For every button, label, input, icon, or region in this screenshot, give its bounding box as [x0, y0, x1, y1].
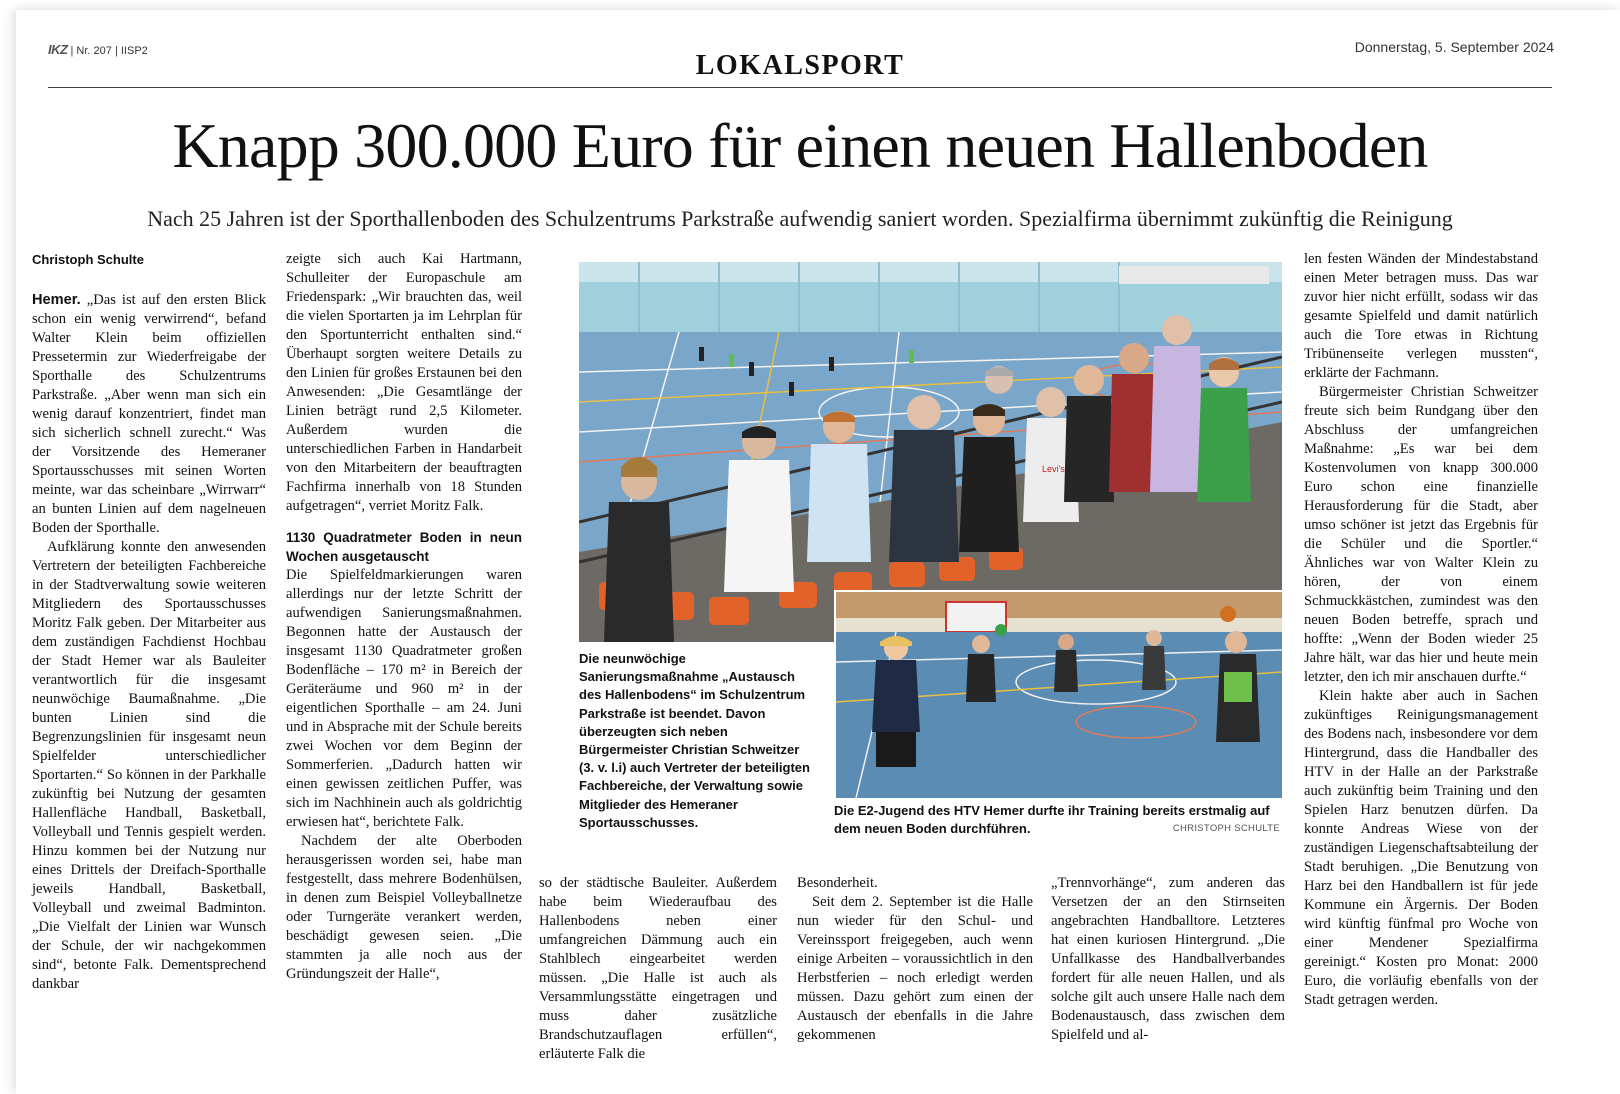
article-column-6 [1304, 250, 1538, 1010]
article-paragraph: Besonderheit. [797, 875, 878, 891]
article-paragraph [32, 291, 266, 538]
article-intertitle: 1130 Quadratmeter Boden in neun Wochen ausgetauscht [286, 530, 522, 564]
photo-caption-group: Die neunwöchige Sanierungsmaßnahme „Austausch des Hallenbodens“ im Schulzentrum Parkstraße ist beendet. Davon überzeugten sich neben Bürgermeister Christian Schweitzer (3. v. l.i) auch Vertreter der beteiligten Fachbereiche, der Verwaltung sowie Mitglieder des Hemeraner Sportausschusses. [579, 651, 810, 830]
photo-youth-training [834, 590, 1284, 800]
article-column-4 [797, 874, 1033, 1045]
photo-group-illustration [579, 262, 1282, 642]
article-paragraph: Klein hakte aber auch in Sachen zukünftiges Reinigungsmanagement des Bodens nach, insbesondere vor dem Hintergrund, dass die Handballer des HTV in der Halle an der Parkstraße auch zukünftig beim Training und den Spielen Harz benutzen dürfen. Da konnte Andreas Wiese von der zuständigen Liegenschaftsabteilung der Stadt beruhigen. „Die Benutzung von Harz bei den Handballern ist für jede Kommune ein Ärgernis. Der Boden wird künftig fünfmal pro Woche von einer Mendener Spezialfirma gereinigt.“ Kosten pro Monat: 2000 Euro, die vorläufig ebenfalls von der Stadt getragen werden. [1304, 688, 1538, 1008]
issue-info: | Nr. 207 | IISP2 [70, 45, 148, 57]
caption-text: Die E2-Jugend des HTV Hemer durfte ihr Training bereits erstmalig auf dem neuen Boden durchführen. [834, 803, 1270, 837]
article-paragraph: Nachdem der alte Oberboden herausgerissen worden sei, habe man festgestellt, dass mehrere Bodenhülsen, in denen zum Beispiel Volleyballnetze oder Turngeräte verankert werden, beschädigt gewesen seien. „Die stammten ja alle noch aus der Gründungszeit der Halle“, [286, 833, 522, 982]
header-rule [48, 87, 1552, 88]
ikz-logo: IKZ [48, 42, 68, 57]
article-column-2 [286, 250, 522, 984]
photo-credit: CHRISTOPH SCHULTE [1172, 823, 1280, 835]
section-title: LOKALSPORT [695, 50, 905, 81]
article-paragraph: zeigte sich auch Kai Hartmann, Schulleiter der Europaschule am Friedenspark: „Wir brauchten das, weil die vielen Sportarten ja im Lehrplan für den Sportunterricht enthalten sind.“ Überhaupt sorgten weitere Details zu den Linien für großes Erstaunen bei den Anwesenden: „Die Gesamtlänge der Linien beträgt rund 2,5 Kilometer. Außerdem wurden die unterschiedlichen Farben in Handarbeit von den Mitarbeitern der beauftragten Fachfirma innerhalb von 18 Stunden aufgetragen“, verriet Moritz Falk. [286, 251, 522, 514]
photo-caption-training [834, 802, 1280, 838]
article-subheadline: Nach 25 Jahren ist der Sporthallenboden des Schulzentrums Parkstraße aufwendig saniert worden. Spezialfirma übernimmt zukünftig die Reinigung [147, 206, 1453, 231]
shirt-logo-text: Levi's [1042, 464, 1065, 474]
issue-date: Donnerstag, 5. September 2024 [1354, 39, 1554, 55]
article-paragraph: „Trennvorhänge“, zum anderen das Versetzen der an den Stirnseiten angebrachten Handballtore. Letzteres hat einen kuriosen Hintergrund. „Die Unfallkasse des Handballverbandes fordert für alle neuen Hallen, und als solche gilt auch unsere Halle nach dem Bodenaustausch, dass zwischen dem Spielfeld und al- [1051, 875, 1285, 1043]
article-author: Christoph Schulte [32, 252, 144, 267]
article-paragraph: len festen Wänden der Mindestabstand einen Meter betragen muss. Das war zuvor hier nicht erfüllt, sodass wir das gesamte Spielfeld und damit natürlich auch die Tore etwas in Richtung Tribünenseite verlegen mussten“, erklärte der Fachmann. [1304, 251, 1538, 381]
photo-group-in-sports-hall [579, 262, 1282, 642]
paragraph-text: „Das ist auf den ersten Blick schon ein wenig verwirrend“, befand Walter Klein beim offiziellen Pressetermin zur Wiederfreigabe der Sporthalle des Schulzentrums Parkstraße. „Aber wenn man sich ein wenig darauf konzentriert, findet man sich sicherlich schnell zurecht.“ Was der Vorsitzende des Hemeraner Sportausschusses mit seinen Worten meinte, war das scheinbare „Wirrwarr“ an bunten Linien auf dem nagelneuen Boden der Sporthalle. [32, 292, 266, 536]
newspaper-page [16, 10, 1620, 1094]
article-headline: Knapp 300.000 Euro für einen neuen Hallenboden [172, 110, 1428, 181]
article-column-3 [539, 874, 777, 1064]
article-paragraph: Die Spielfeldmarkierungen waren allerdings nur der letzte Schritt der aufwendigen Sanierungsmaßnahmen. Begonnen hatte der Austausch der insgesamt 1130 Quadratmeter großen Bodenfläche – 170 m² in Bereich der Geräteräume und 960 m² in der eigentlichen Sporthalle – am 24. Juni und in Absprache mit der Schule bereits zwei Wochen vor dem Beginn der Sommerferien. „Dadurch hatten wir einen gewissen zeitlichen Puffer, was sich im Nachhinein auch als goldrichtig erwiesen hat“, berichtete Falk. [286, 567, 522, 830]
article-column-1 [32, 250, 266, 994]
article-column-5 [1051, 874, 1285, 1045]
article-paragraph: Aufklärung konnte den anwesenden Vertretern der beteiligten Fachbereiche in der Stadtverwaltung sowie weiteren Mitgliedern des Sportausschusses Moritz Falk geben. Der Mitarbeiter aus dem zuständigen Fachdienst Hochbau der Stadt Hemer war als Bauleiter verantwortlich für die insgesamt neunwöchige Baumaßnahme. „Die bunten Linien sind die Begrenzungslinien für insgesamt neun Spielfelder unterschiedlicher Sportarten.“ So können in der Parkhalle zukünftig bei Nutzung der gesamten Hallenfläche Handball, Basketball, Volleyball und Tennis gespielt werden. Hinzu kommen bei der Nutzung nur eines Drittels der Dreifach-Sporthalle jeweils Handball, Basketball, Volleyball und zweimal Badminton. „Die Vielfalt der Linien war Wunsch der Schule, der wir nachgekommen sind“, betonte Falk. Dementsprechend dankbar [32, 539, 266, 992]
article-paragraph: Seit dem 2. September ist die Halle nun wieder für den Schul- und Vereinssport freigegeben, auch wenn einige Arbeiten – voraussichtlich in den Herbstferien – noch erledigt werden müssen. Dazu gehört zum einen der Austausch der ebenfalls in die Jahre gekommenen [797, 894, 1033, 1043]
dateline-place: Hemer. [32, 292, 81, 308]
article-paragraph: Bürgermeister Christian Schweitzer freute sich beim Rundgang über den Abschluss der umfangreichen Maßnahme: „Es war bei dem Kostenvolumen von knapp 300.000 Euro schon eine finanzielle Herausforderung für die Stadt, aber umso schöner ist jetzt das Ergebnis für die Schüler und die Sportler.“ Ähnliches war von Walter Klein zu hören, der von einem Schmuckkästchen, zumindest was den neuen Boden betreffe, sprach und hoffte: „Wenn der Boden wieder 25 Jahre hält, war das hier und heute mein letzter, den ich mir anschauen durfte.“ [1304, 384, 1538, 685]
article-paragraph: so der städtische Bauleiter. Außerdem habe beim Wiederaufbau des Hallenbodens neben einer umfangreichen Dämmung auch ein Stahlblech eingearbeitet werden müssen. „Die Halle ist auch als Versammlungsstätte eingetragen und muss daher zusätzliche Brandschutzauflagen erfüllen“, erläuterte Falk die [539, 875, 777, 1062]
photo-training-illustration [836, 592, 1282, 798]
